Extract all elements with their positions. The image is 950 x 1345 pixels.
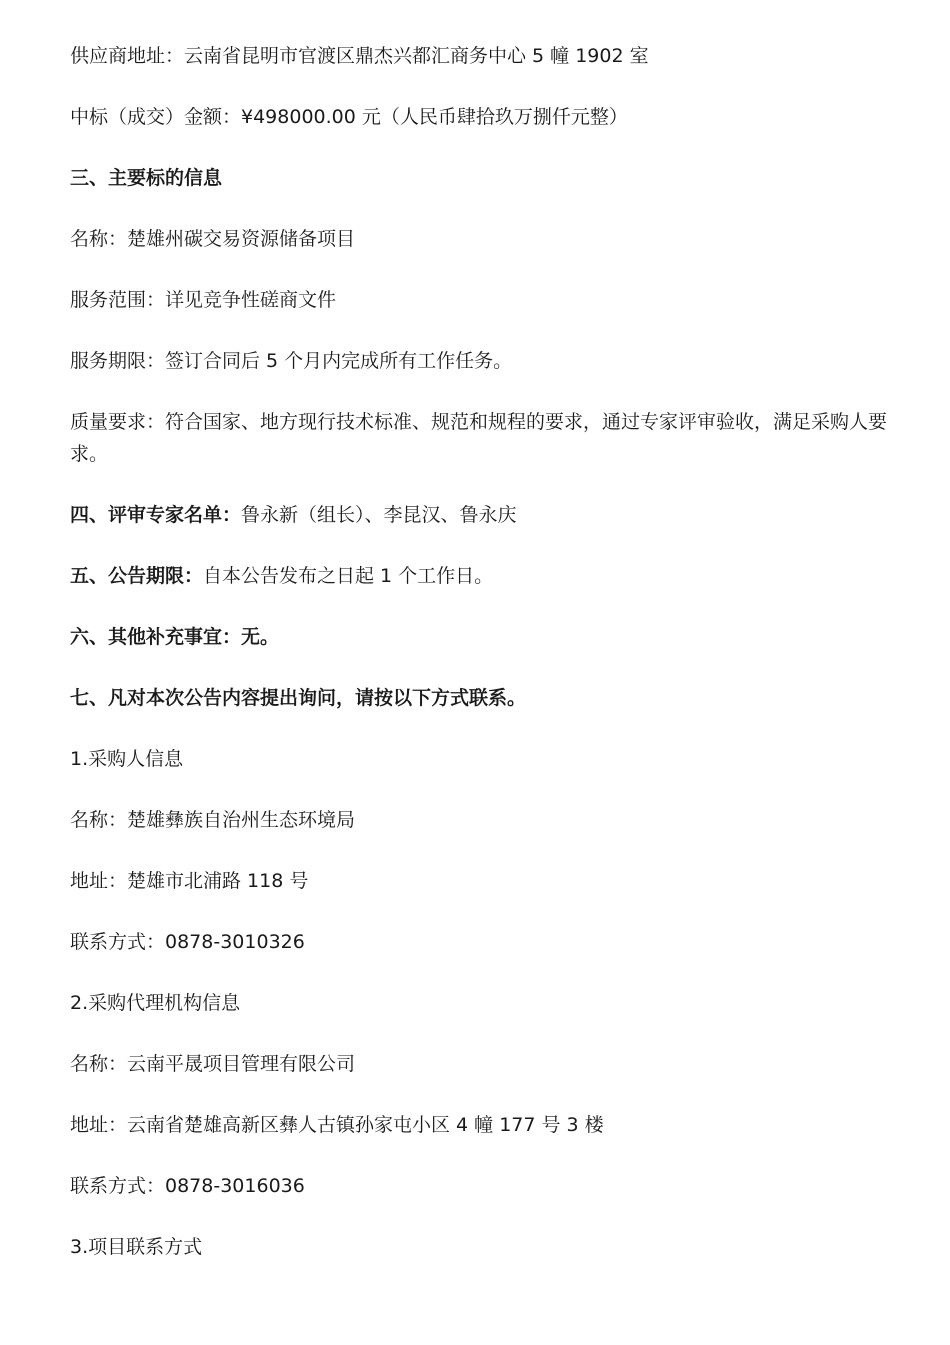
other-matters: 六、其他补充事宜：无。: [70, 626, 280, 648]
notice-period-label: 五、公告期限：: [70, 565, 204, 587]
announcement-document: [70, 40, 890, 1292]
award-amount: 中标（成交）金额：¥498000.00 元（人民币肆拾玖万捌仟元整）: [70, 106, 628, 128]
notice-period-value: 自本公告发布之日起 1 个工作日。: [203, 565, 494, 587]
section-heading-main-items: 三、主要标的信息: [70, 167, 223, 189]
purchaser-contact: 联系方式：0878-3010326: [70, 931, 305, 953]
agency-contact: 联系方式：0878-3016036: [70, 1175, 305, 1197]
supplier-address: 供应商地址：云南省昆明市官渡区鼎杰兴都汇商务中心 5 幢 1902 室: [70, 45, 649, 67]
expert-list: [70, 499, 890, 531]
purchaser-address: 地址：楚雄市北浦路 118 号: [70, 870, 309, 892]
expert-list-value: 鲁永新（组长）、李昆汉、鲁永庆: [241, 504, 517, 526]
agency-info-title: 2.采购代理机构信息: [70, 992, 241, 1014]
agency-name: 名称：云南平晟项目管理有限公司: [70, 1053, 356, 1075]
purchaser-info-title: 1.采购人信息: [70, 748, 184, 770]
agency-address: 地址：云南省楚雄高新区彝人古镇孙家屯小区 4 幢 177 号 3 楼: [70, 1114, 604, 1136]
service-period: 服务期限：签订合同后 5 个月内完成所有工作任务。: [70, 350, 513, 372]
purchaser-name: 名称：楚雄彝族自治州生态环境局: [70, 809, 356, 831]
item-name: 名称：楚雄州碳交易资源储备项目: [70, 228, 356, 250]
project-contact-title: 3.项目联系方式: [70, 1236, 203, 1258]
notice-period: [70, 560, 890, 592]
quality-requirements: 质量要求：符合国家、地方现行技术标准、规范和规程的要求，通过专家评审验收，满足采购人要求。: [70, 411, 888, 465]
section-heading-contact: 七、凡对本次公告内容提出询问，请按以下方式联系。: [70, 687, 527, 709]
expert-list-label: 四、评审专家名单：: [70, 504, 242, 526]
service-scope: 服务范围：详见竞争性磋商文件: [70, 289, 337, 311]
